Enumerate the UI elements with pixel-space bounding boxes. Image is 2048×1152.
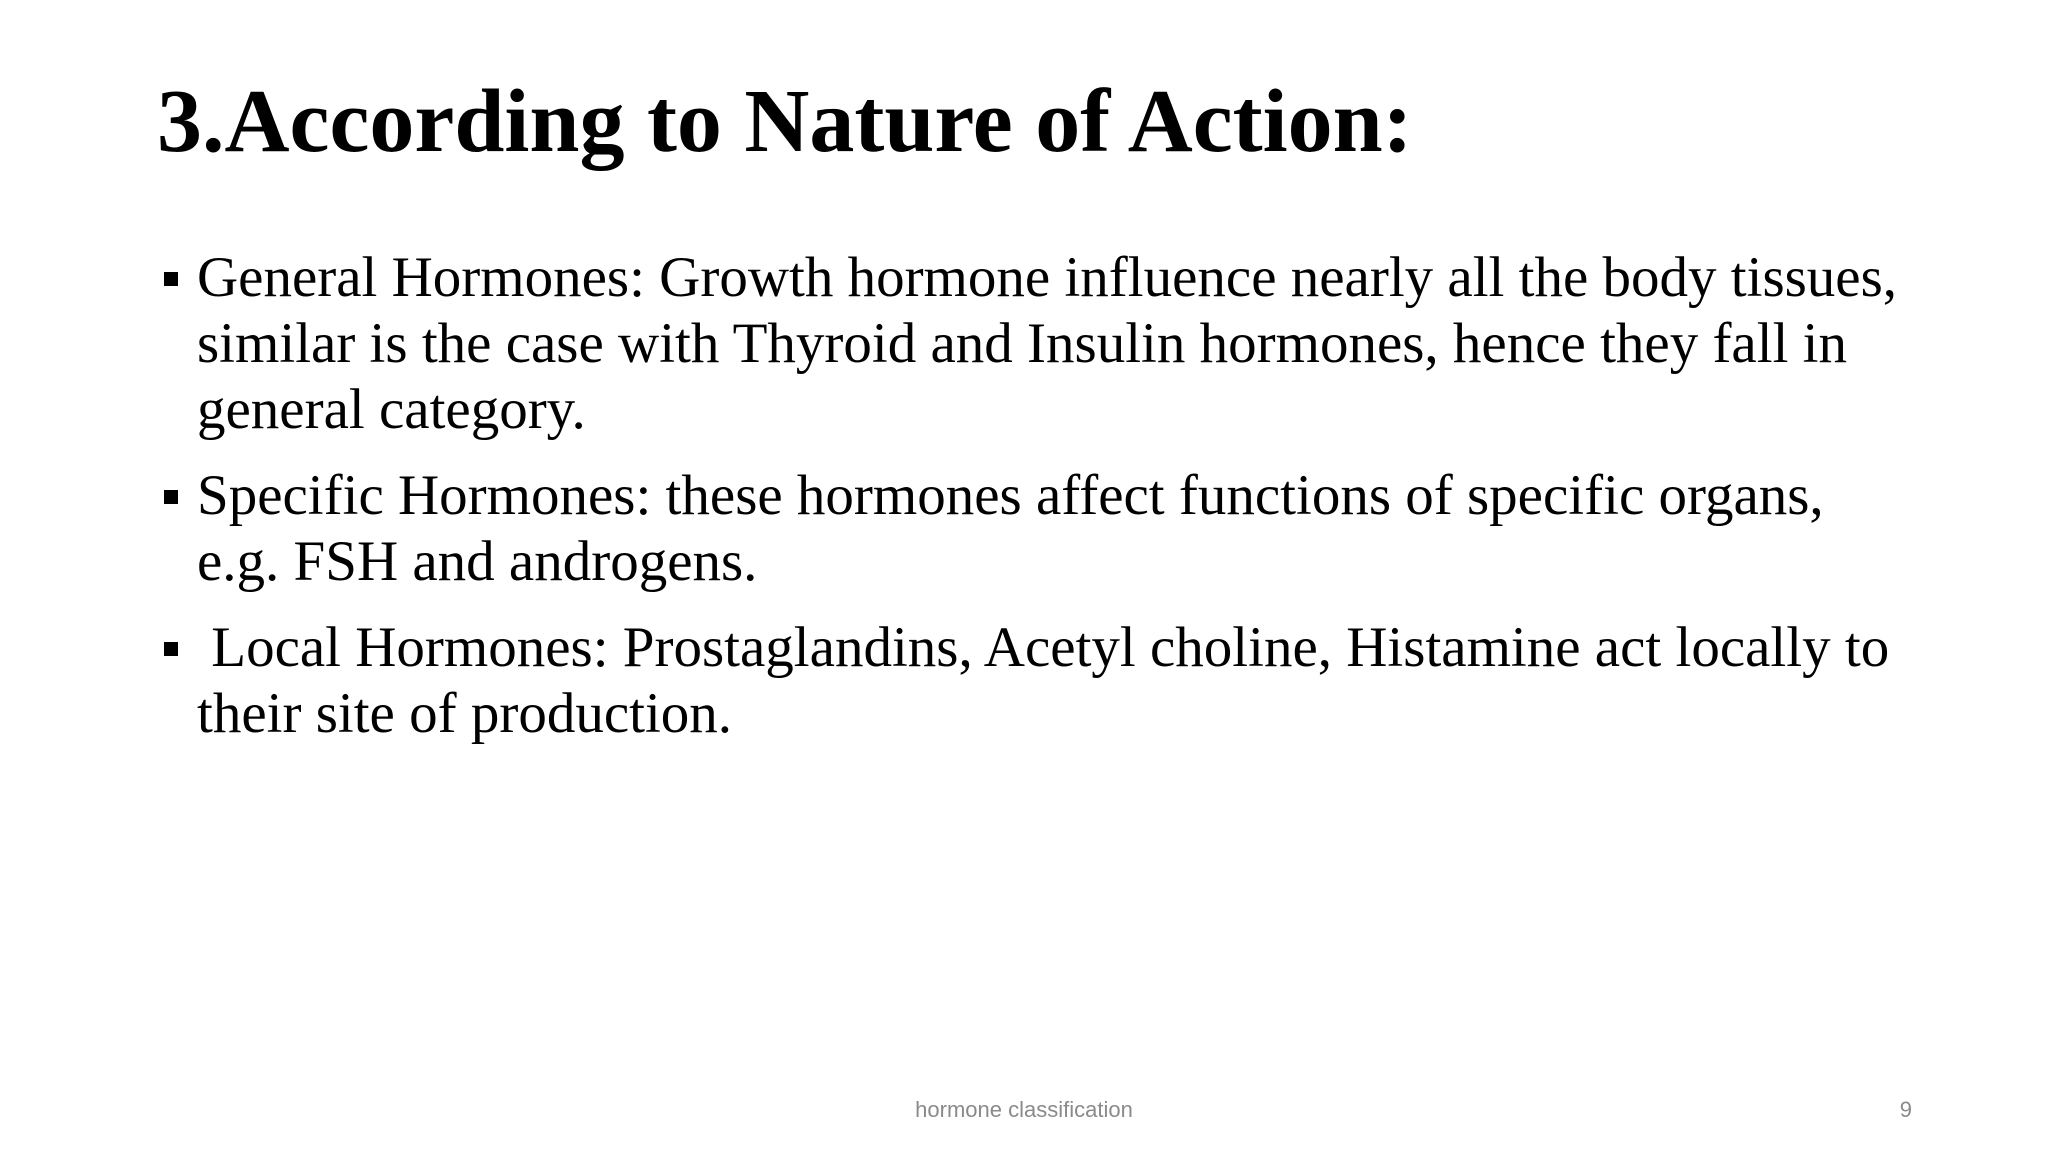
square-bullet-icon	[164, 490, 178, 504]
slide-footer: hormone classification	[915, 1097, 1133, 1122]
slide-title: 3.According to Nature of Action:	[157, 72, 1413, 171]
bullet-item-specific-hormones	[160, 463, 1900, 595]
bullet-item-local-hormones	[160, 615, 1900, 747]
bullet-item-general-hormones	[160, 245, 1900, 443]
bullet-text: Local Hormones: Prostaglandins, Acetyl choline, Histamine act locally to their site of production.	[197, 616, 1890, 745]
square-bullet-icon	[164, 272, 178, 286]
bullet-text: General Hormones: Growth hormone influence nearly all the body tissues, similar is the case with Thyroid and Insulin hormones, hence they fall in general category.	[197, 246, 1898, 441]
bullet-list	[160, 245, 1900, 767]
bullet-text: Specific Hormones: these hormones affect functions of specific organs, e.g. FSH and androgens.	[197, 464, 1824, 593]
page-number: 9	[1899, 1097, 1912, 1122]
square-bullet-icon	[164, 642, 178, 656]
